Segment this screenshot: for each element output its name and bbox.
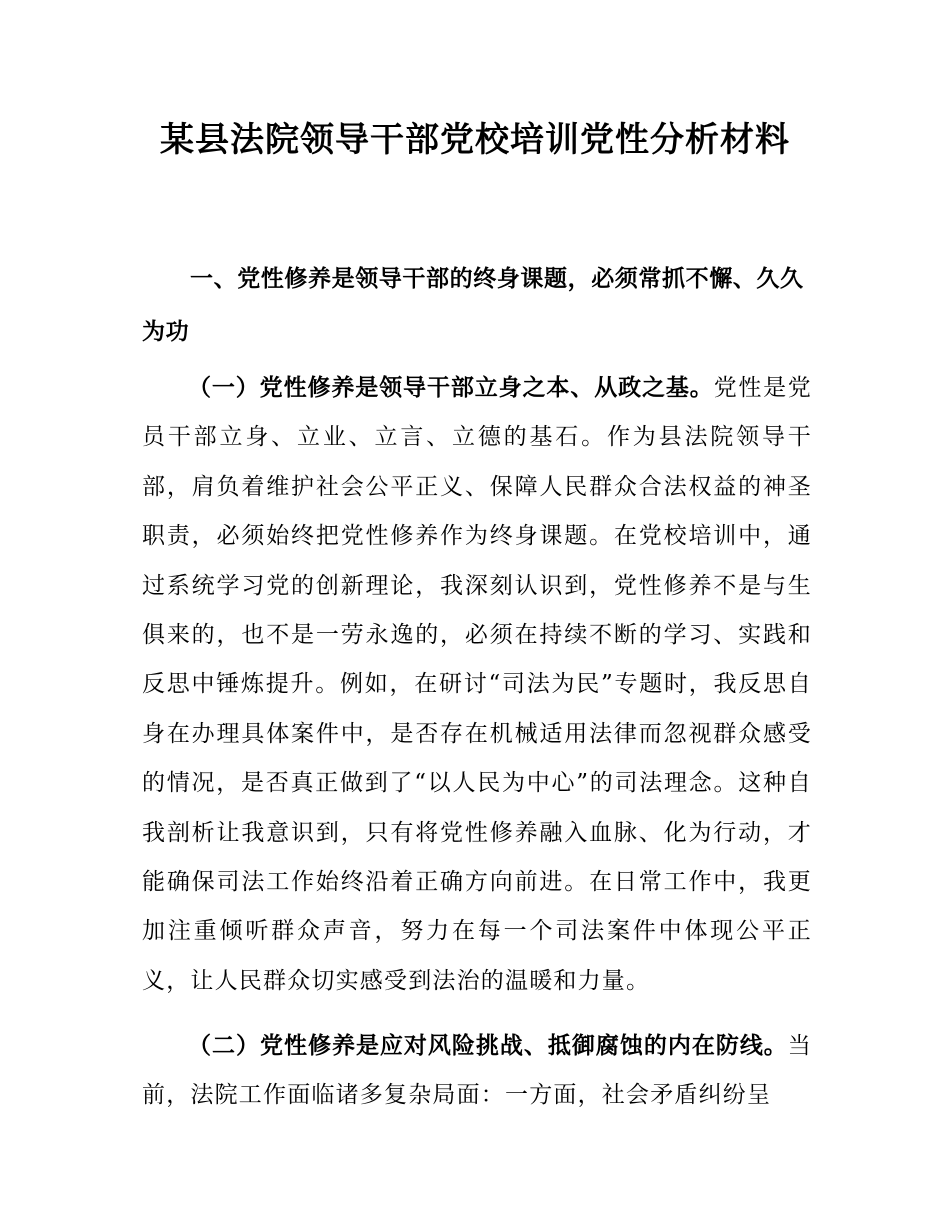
section-heading: 一、党性修养是领导干部的终身课题，必须常抓不懈、久久为功 [142,266,804,345]
paragraph-2-text: 当前，法院工作面临诸多复杂局面：一方面，社会矛盾纠纷呈 [142,1033,812,1109]
paragraph-1 [142,364,812,1006]
paragraph-2 [142,1022,812,1121]
paragraph-2-lead: （二）党性修养是应对风险挑战、抵御腐蚀的内在防线。 [188,1033,788,1059]
paragraph-1-text: 党性是党员干部立身、立业、立言、立德的基石。作为县法院领导干部，肩负着维护社会公平正义、保障人民群众合法权益的神圣职责，必须始终把党性修养作为终身课题。在党校培训中，通过系统学习党的创新理论，我深刻认识到，党性修养不是与生俱来的，也不是一劳永逸的，必须在持续不断的学习、实践和反思中锤炼提升。例如，在研讨“司法为民”专题时，我反思自身在办理具体案件中，是否存在机械适用法律而忽视群众感受的情况，是否真正做到了“以人民为中心”的司法理念。这种自我剖析让我意识到，只有将党性修养融入血脉、化为行动，才能确保司法工作始终沿着正确方向前进。在日常工作中，我更加注重倾听群众声音，努力在每一个司法案件中体现公平正义，让人民群众切实感受到法治的温暖和力量。 [142,375,812,994]
paragraph-1-lead: （一）党性修养是领导干部立身之本、从政之基。 [188,375,714,401]
document-title: 某县法院领导干部党校培训党性分析材料 [160,120,790,160]
